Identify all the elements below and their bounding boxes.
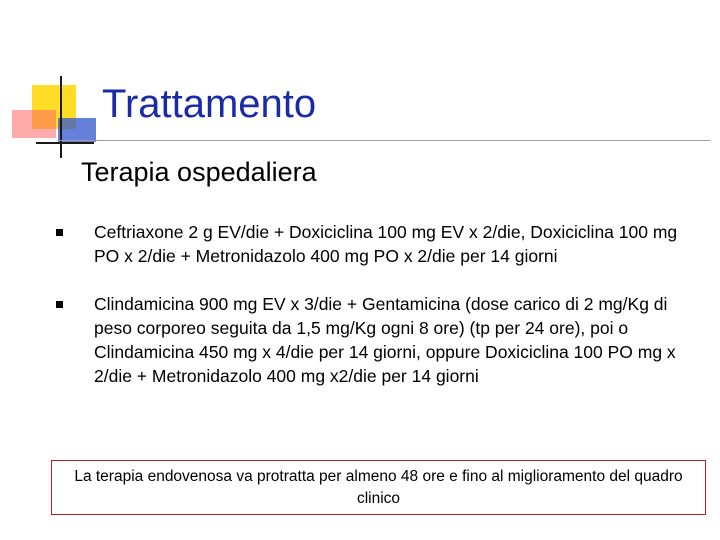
bullet-list [56, 220, 696, 388]
bullet-item [56, 220, 696, 268]
slide-title: Trattamento [102, 82, 317, 126]
square-bullet-icon [56, 229, 63, 236]
note-box [51, 460, 706, 515]
bullet-item [56, 292, 696, 388]
bullet-text: Ceftriaxone 2 g EV/die + Doxiciclina 100 mg EV x 2/die, Doxiciclina 100 mg PO x 2/die + Metronidazolo 400 mg PO x 2/die per 14 giorni [94, 222, 678, 266]
logo-red-square [12, 110, 56, 138]
logo-vertical-line [60, 76, 62, 158]
square-bullet-icon [56, 301, 63, 308]
title-underline [60, 140, 710, 141]
slide-subtitle: Terapia ospedaliera [81, 157, 317, 187]
note-text: La terapia endovenosa va protratta per almeno 48 ore e fino al miglioramento del quadro clinico [74, 468, 683, 507]
bullet-text: Clindamicina 900 mg EV x 3/die + Gentamicina (dose carico di 2 mg/Kg di peso corporeo seguita da 1,5 mg/Kg ogni 8 ore) (tp per 24 ore), poi o Clindamicina 450 mg x 4/die per 14 giorni, oppure Doxiciclina 100 PO mg x 2/die + Metronidazolo 400 mg x2/die per 14 giorni [94, 294, 676, 386]
logo-horizontal-line [36, 142, 94, 144]
logo-blue-square [58, 118, 96, 142]
